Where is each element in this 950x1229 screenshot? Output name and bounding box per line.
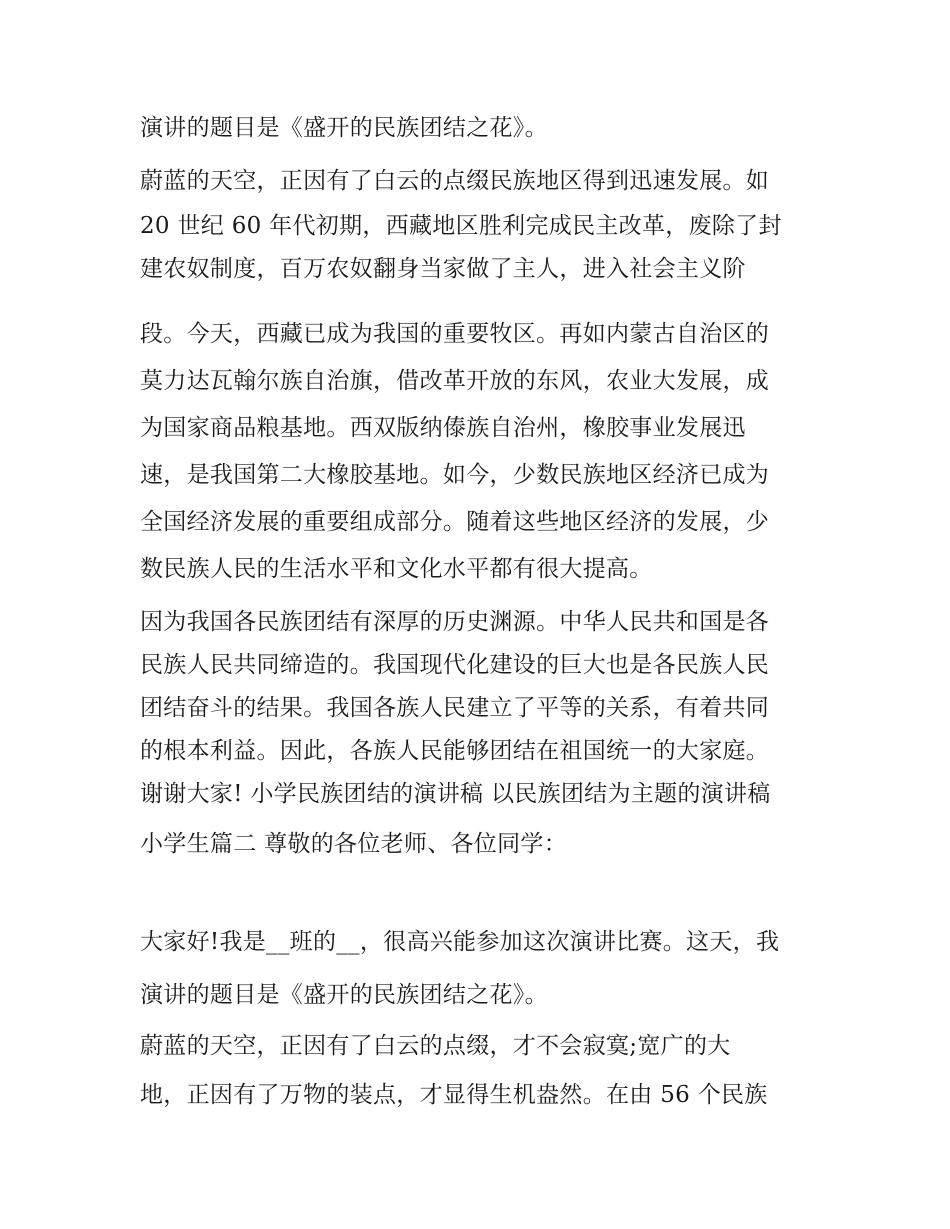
text-line: 蔚蓝的天空，正因有了白云的点缀，才不会寂寞;宽广的大 — [140, 1033, 731, 1059]
text-line: 谢谢大家! 小学民族团结的演讲稿 以民族团结为主题的演讲稿 — [140, 781, 771, 807]
text-line: 20 世纪 60 年代初期，西藏地区胜利完成民主改革，废除了封 — [140, 213, 782, 239]
text-line: 大家好!我是__班的__，很高兴能参加这次演讲比赛。这天，我 — [140, 929, 780, 955]
text-line: 全国经济发展的重要组成部分。随着这些地区经济的发展，少 — [140, 509, 770, 535]
text-line: 的根本利益。因此，各族人民能够团结在祖国统一的大家庭。 — [140, 738, 770, 764]
text-line: 蔚蓝的天空，正因有了白云的点缀民族地区得到迅速发展。如 — [140, 168, 770, 194]
text-line: 地，正因有了万物的装点，才显得生机盎然。在由 56 个民族 — [140, 1082, 768, 1108]
text-line: 莫力达瓦翰尔族自治旗，借改革开放的东风，农业大发展，成 — [140, 368, 770, 394]
text-line: 段。今天，西藏已成为我国的重要牧区。再如内蒙古自治区的 — [140, 321, 770, 347]
text-line: 小学生篇二 尊敬的各位老师、各位同学： — [140, 831, 568, 857]
text-line: 为国家商品粮基地。西双版纳傣族自治州，橡胶事业发展迅 — [140, 415, 746, 441]
text-line: 因为我国各民族团结有深厚的历史渊源。中华人民共和国是各 — [140, 609, 770, 635]
text-line: 速，是我国第二大橡胶基地。如今，少数民族地区经济已成为 — [140, 462, 770, 488]
text-line: 团结奋斗的结果。我国各族人民建立了平等的关系，有着共同 — [140, 695, 770, 721]
text-line: 建农奴制度，百万农奴翻身当家做了主人，进入社会主义阶 — [140, 256, 746, 282]
text-line: 演讲的题目是《盛开的民族团结之花》。 — [140, 115, 548, 141]
text-line: 演讲的题目是《盛开的民族团结之花》。 — [140, 982, 548, 1008]
text-line: 数民族人民的生活水平和文化水平都有很大提高。 — [140, 556, 653, 582]
text-line: 民族人民共同缔造的。我国现代化建设的巨大也是各民族人民 — [140, 652, 770, 678]
